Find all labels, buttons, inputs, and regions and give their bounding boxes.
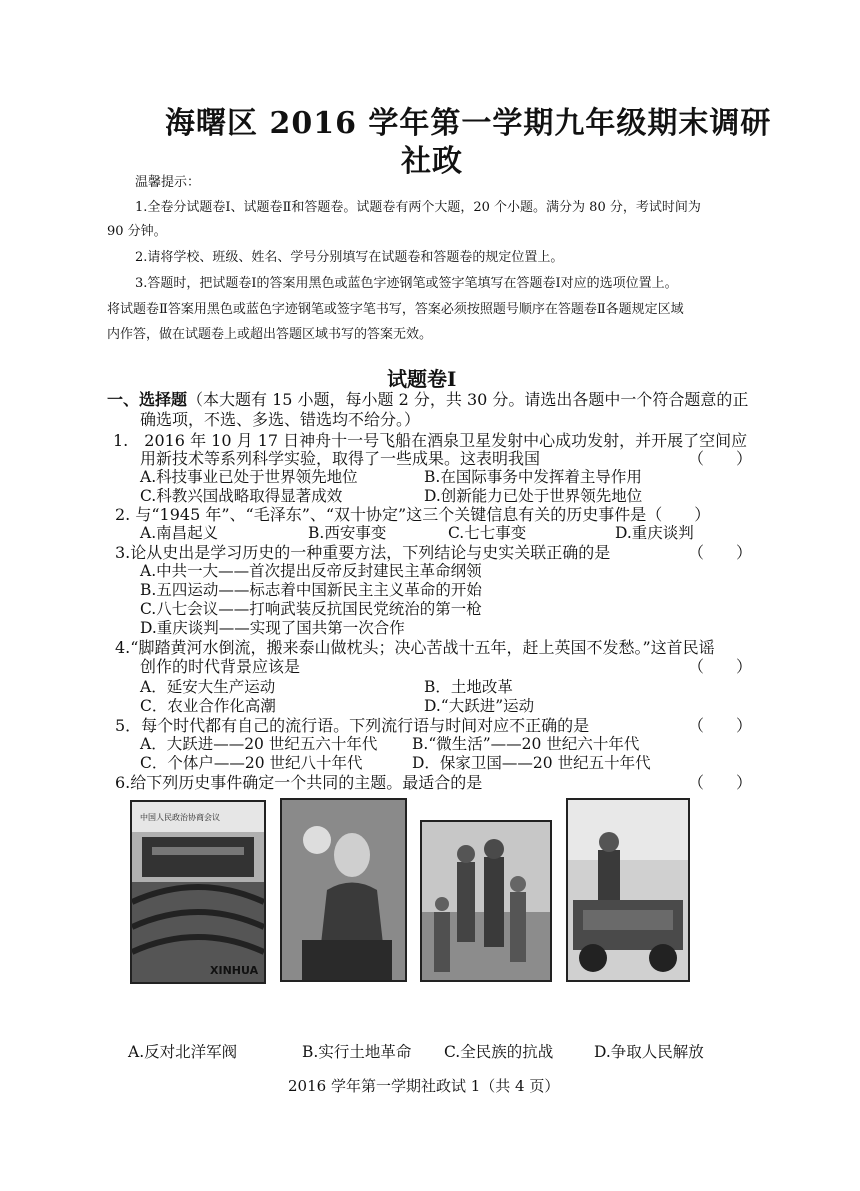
tip-3c: 内作答，做在试题卷上或超出答题区域书写的答案无效。: [107, 327, 433, 342]
tip-3a: 3.答题时，把试题卷Ⅰ的答案用黑色或蓝色字迹钢笔或签字笔填写在答题卷Ⅰ对应的选项位置上。: [135, 276, 678, 291]
q1-option-c: C.科教兴国战略取得显著成效: [140, 487, 343, 505]
photo1-caption: 中国人民政治协商会议: [140, 813, 220, 822]
tips-heading: 温馨提示：: [135, 175, 201, 190]
q3-option-b: B.五四运动——标志着中国新民主主义革命的开始: [140, 581, 482, 599]
page-footer: 2016 学年第一学期社政试 1（共 4 页）: [288, 1077, 560, 1095]
q6-option-d: D.争取人民解放: [594, 1043, 704, 1061]
photo-assembly-hall: [130, 800, 266, 984]
q3-answer-paren: （ ）: [688, 543, 753, 562]
q5-answer-paren: （ ）: [688, 716, 753, 735]
q2-option-d: D.重庆谈判: [615, 524, 694, 542]
q4-stem-a: 4.“脚踏黄河水倒流，搬来泰山做枕头；决心苦战十五年，赶上英国不发愁。”这首民谣: [115, 638, 715, 657]
q2-option-a: A.南昌起义: [140, 524, 219, 542]
q1-option-d: D.创新能力已处于世界领先地位: [424, 487, 643, 505]
q6-option-b: B.实行土地革命: [302, 1043, 412, 1061]
q4-option-a: A．延安大生产运动: [140, 678, 276, 696]
q6-answer-paren: （ ）: [688, 773, 753, 792]
photo-leader-speech-image: [282, 800, 405, 980]
q3-stem: 3.论从史出是学习历史的一种重要方法，下列结论与史实关联正确的是: [115, 543, 611, 562]
q5-option-a: A．大跃进——20 世纪五六十年代: [140, 735, 378, 753]
photo-soldiers-image: [422, 822, 550, 980]
q3-option-d: D.重庆谈判——实现了国共第一次合作: [140, 619, 405, 637]
q2-option-b: B.西安事变: [308, 524, 387, 542]
photo-leader-speech: [280, 798, 407, 982]
q5-option-c: C．个体户——20 世纪八十年代: [140, 754, 363, 772]
q6-option-c: C.全民族的抗战: [444, 1043, 554, 1061]
section-title: 试题卷Ⅰ: [387, 367, 457, 391]
section-heading-rules: （本大题有 15 小题，每小题 2 分，共 30 分。请选出各题中一个符合题意的正: [187, 390, 749, 409]
q6-option-a: A.反对北洋军阀: [128, 1043, 238, 1061]
q3-option-c: C.八七会议——打响武装反抗国民党统治的第一枪: [140, 600, 482, 618]
q1-option-a: A.科技事业已处于世界领先地位: [140, 468, 358, 486]
tip-1b: 90 分钟。: [107, 224, 167, 239]
q4-option-c: C．农业合作化高潮: [140, 697, 276, 715]
q1-stem-a: 1. 2016 年 10 月 17 日神舟十一号飞船在酒泉卫星发射中心成功发射，并开展了空间应: [113, 431, 748, 450]
photo-soldiers: [420, 820, 552, 982]
q4-answer-paren: （ ）: [688, 657, 753, 676]
photo-jeep-review: [566, 798, 690, 982]
exam-title-line1: 海曙区 2016 学年第一学期九年级期末调研: [165, 106, 772, 141]
section-heading-label: 一、选择题: [107, 390, 188, 409]
q1-answer-paren: （ ）: [688, 449, 753, 468]
q4-option-d: D.“大跃进”运动: [424, 697, 535, 715]
tip-2: 2.请将学校、班级、姓名、学号分别填写在试题卷和答题卷的规定位置上。: [135, 250, 564, 265]
q5-stem: 5．每个时代都有自己的流行语。下列流行语与时间对应不正确的是: [115, 716, 590, 735]
photo1-mark: XINHUA: [210, 964, 259, 977]
q6-stem: 6.给下列历史事件确定一个共同的主题。最适合的是: [115, 773, 483, 792]
q5-option-d: D．保家卫国——20 世纪五十年代: [412, 754, 651, 772]
photo-jeep-review-image: [568, 800, 688, 980]
q3-option-a: A.中共一大——首次提出反帝反封建民主革命纲领: [140, 562, 482, 580]
q4-stem-b: 创作的时代背景应该是: [140, 657, 301, 676]
tip-1a: 1.全卷分试题卷Ⅰ、试题卷Ⅱ和答题卷。试题卷有两个大题，20 个小题。满分为 80 分，考试时间为: [135, 200, 701, 215]
exam-title-line2: 社政: [401, 144, 463, 179]
q4-option-b: B．土地改革: [424, 678, 513, 696]
q2-option-c: C.七七事变: [448, 524, 527, 542]
tip-3b: 将试题卷Ⅱ答案用黑色或蓝色字迹钢笔或签字笔书写，答案必须按照题号顺序在答题卷Ⅱ各题规定区域: [107, 302, 684, 317]
section-heading-cont: 确选项，不选、多选、错选均不给分。）: [140, 410, 421, 429]
q2-stem: 2. 与“1945 年”、“毛泽东”、“双十协定”这三个关键信息有关的历史事件是（ ）: [115, 505, 711, 524]
q1-option-b: B.在国际事务中发挥着主导作用: [424, 468, 642, 486]
q1-stem-b: 用新技术等系列科学实验，取得了一些成果。这表明我国: [140, 449, 541, 468]
photo-assembly-hall-image: [132, 802, 264, 982]
q5-option-b: B.“微生活”——20 世纪六十年代: [412, 735, 640, 753]
